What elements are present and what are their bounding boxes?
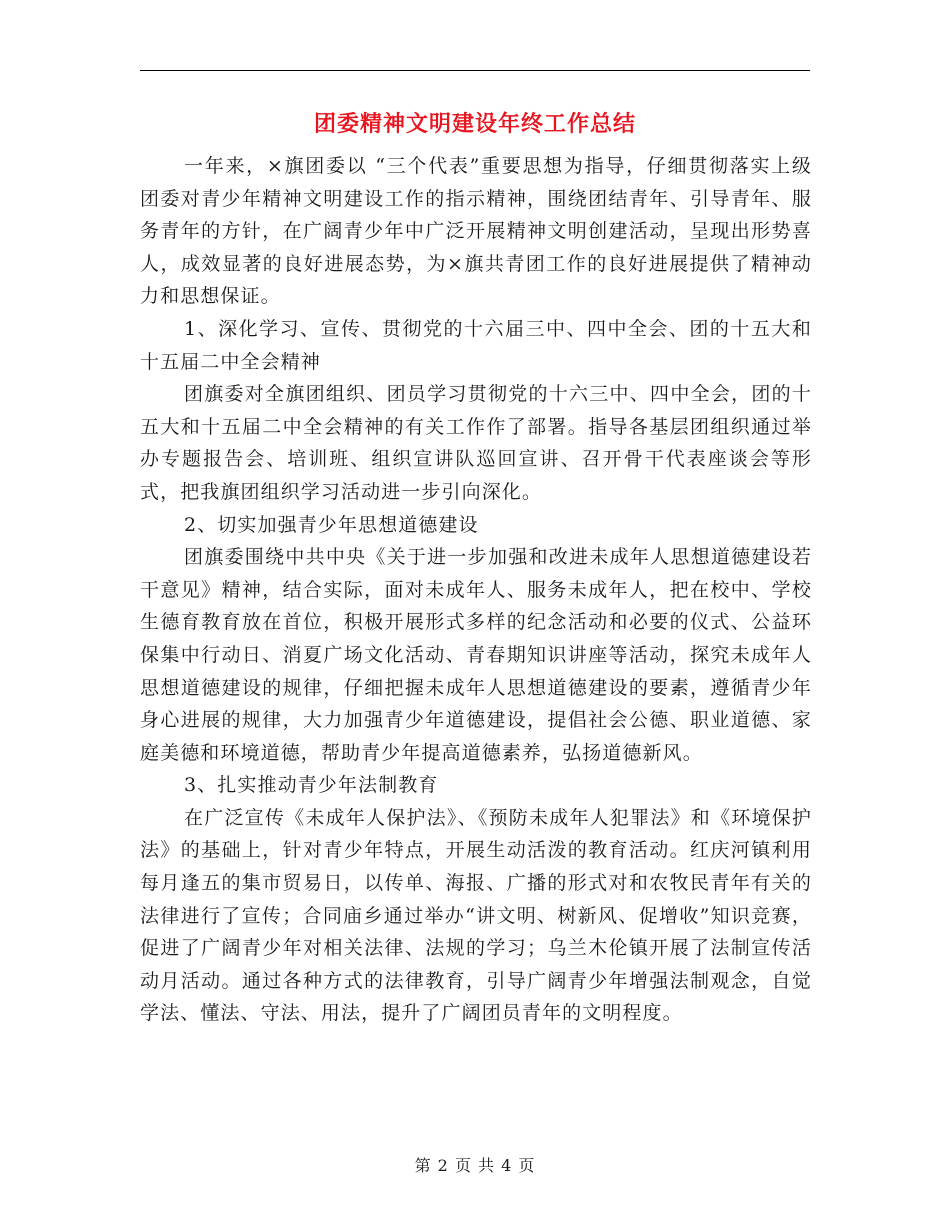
section-heading-3: 3、扎实推动青少年法制教育 [184,774,439,797]
section-heading-1: 1、深化学习、宣传、贯彻党的十六届三中、四中全会、团的十五大和十五届二中全会精神 [140,317,812,373]
page-number-label: 第 2 页 共 4 页 [414,1156,536,1175]
paragraph-section-3: 在广泛宣传《未成年人保护法》、《预防未成年人犯罪法》和《环境保护法》的基础上，针对青少年特点，开展生动活泼的教育活动。红庆河镇利用每月逢五的集市贸易日，以传单、海报、广播的形式对和农牧民青年有关的法律进行了宣传；合同庙乡通过举办“讲文明、树新风、促增收”知识竞赛，促进了广阔青少年对相关法律、法规的学习；乌兰木伦镇开展了法制宣传活动月活动。通过各种方式的法律教育，引导广阔青少年增强法制观念，自觉学法、懂法、守法、用法，提升了广阔团员青年的文明程度。 [140,806,812,1025]
section-heading-2: 2、切实加强青少年思想道德建设 [184,513,479,536]
paragraph-intro: 一年来，×旗团委以 “三个代表”重要思想为指导，仔细贯彻落实上级团委对青少年精神文明建设工作的指示精神，围绕团结青年、引导青年、服务青年的方针，在广阔青少年中广泛开展精神文明创建活动，呈现出形势喜人，成效显著的良好进展态势，为×旗共青团工作的良好进展提供了精神动力和思想保证。 [140,155,812,308]
page-footer [0,1153,950,1176]
paragraph-section-2: 团旗委围绕中共中央《关于进一步加强和改进未成年人思想道德建设若干意见》精神，结合实际，面对未成年人、服务未成年人，把在校中、学校生德育教育放在首位，积极开展形式多样的纪念活动和必要的仪式、公益环保集中行动日、消夏广场文化活动、青春期知识讲座等活动，探究未成年人思想道德建设的规律，仔细把握未成年人思想道德建设的要素，遵循青少年身心进展的规律，大力加强青少年道德建设，提倡社会公德、职业道德、家庭美德和环境道德，帮助青少年提高道德素养，弘扬道德新风。 [140,546,812,764]
header-rule [140,70,810,71]
paragraph-section-1: 团旗委对全旗团组织、团员学习贯彻党的十六三中、四中全会，团的十五大和十五届二中全会精神的有关工作作了部署。指导各基层团组织通过举办专题报告会、培训班、组织宣讲队巡回宣讲、召开骨干代表座谈会等形式，把我旗团组织学习活动进一步引向深化。 [140,383,812,503]
document-body [140,150,812,1030]
document-title: 团委精神文明建设年终工作总结 [313,111,636,137]
